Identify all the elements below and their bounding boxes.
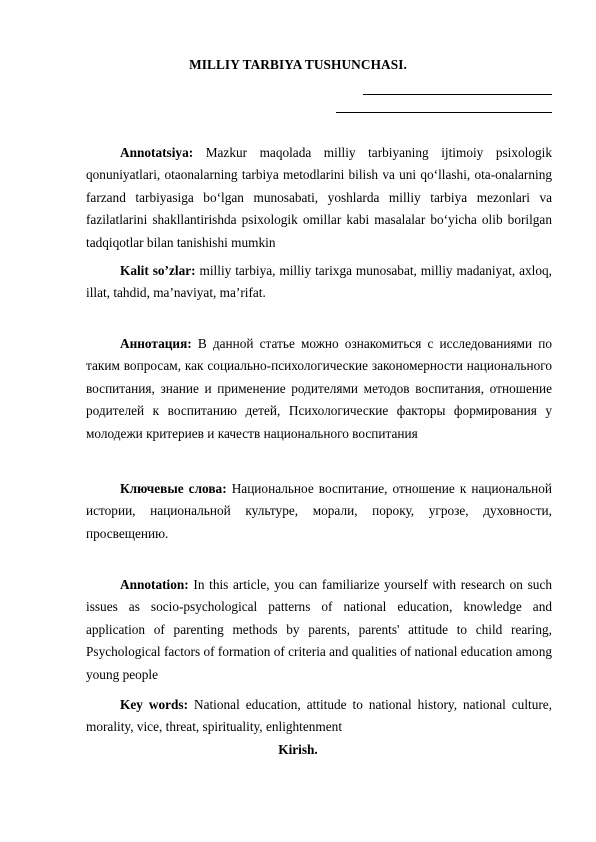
keywords-english-label: Key words: [120,697,189,712]
keywords-russian [86,478,552,545]
keywords-uzbek-text: milliy tarbiya, milliy tarixga munosabat, milliy madaniyat, axloq, illat, tahdid, ma’naviyat, ma’rifat. [86,263,552,301]
annotation-uzbek-text: Mazkur maqolada milliy tarbiyaning ijtimoiy psixologik qonuniyatlari, otaonalarning tarbiya metodlarini bilish va uni qo‘llashi, ota-onalarning farzand tarbiyasiga bo‘lgan munosabati, yoshlarda milliy tarbiya mezonlari va fazilatlarini shakllantirishda psixologik omillar kabi masalalar bo‘yicha olib borilgan tadqiqotlar bilan tanishishi mumkin [86,145,552,250]
annotation-russian-label: Аннотация: [120,336,192,351]
document-title: MILLIY TARBIYA TUSHUNCHASI. [189,57,407,72]
annotation-english-label: Annotation: [120,577,189,592]
annotation-uzbek [86,142,552,254]
annotation-english [86,574,552,686]
annotation-uzbek-label: Annotatsiya: [120,145,194,160]
section-heading-introduction: Kirish. [278,742,318,757]
keywords-uzbek [86,260,552,305]
keywords-uzbek-label: Kalit so’zlar: [120,263,196,278]
keywords-russian-label: Ключевые слова: [120,481,227,496]
annotation-russian-text: В данной статье можно ознакомиться с исследованиями по таким вопросам, как социально-психологические закономерности национального воспитания, знание и применение родителями методов воспитания, отношение родителей к воспитанию детей, Психологические факторы формирования у молодежи критериев и качеств национального воспитания [86,336,552,441]
author-line-1 [363,94,552,95]
keywords-russian-text: Национальное воспитание, отношение к национальной истории, национальной культуре, морали, пороку, угрозе, духовности, просвещению. [86,481,552,541]
keywords-english [86,694,552,739]
annotation-english-text: In this article, you can familiarize yourself with research on such issues as socio-psychological patterns of national education, knowledge and application of parenting methods by parents, parents' attitude to child rearing, Psychological factors of formation of criteria and qualities of national education among young people [86,577,552,682]
annotation-russian [86,333,552,445]
keywords-english-text: National education, attitude to national history, national culture, morality, vice, threat, spirituality, enlightenment [86,697,553,735]
author-line-2 [336,112,552,113]
